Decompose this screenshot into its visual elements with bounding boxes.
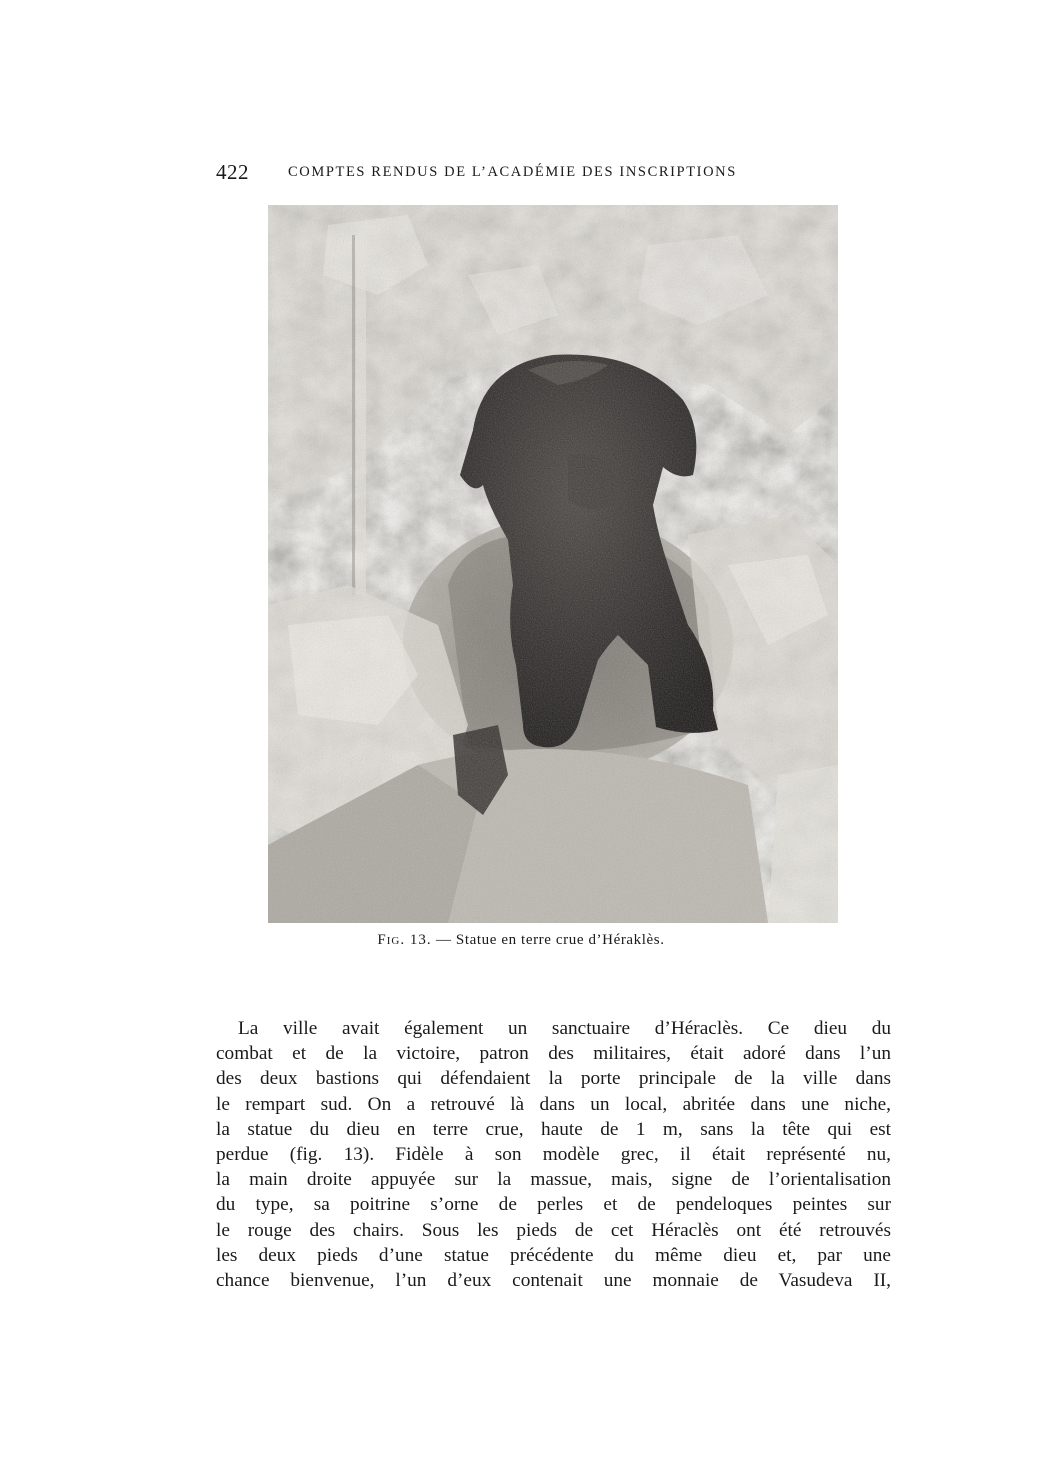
text-line: la main droite appuyée sur la massue, mais, signe de l’orientalisation <box>216 1169 891 1191</box>
text-line: chance bienvenue, l’un d’eux contenait une monnaie de Vasudeva II, <box>216 1270 891 1292</box>
running-head: COMPTES RENDUS DE L’ACADÉMIE DES INSCRIPTIONS <box>288 164 737 180</box>
text-line: des deux bastions qui défendaient la porte principale de la ville dans <box>216 1068 891 1090</box>
figure-photograph <box>268 205 838 923</box>
page-number: 422 <box>216 160 249 184</box>
text-line: du type, sa poitrine s’orne de perles et de pendeloques peintes sur <box>216 1194 891 1216</box>
statue-photo <box>268 205 838 923</box>
text-line: les deux pieds d’une statue précédente du même dieu et, par une <box>216 1244 891 1266</box>
text-line: La ville avait également un sanctuaire d’Héraclès. Ce dieu du <box>238 1018 891 1039</box>
text-line: la statue du dieu en terre crue, haute de 1 m, sans la tête qui est <box>216 1118 891 1140</box>
page-header <box>216 160 826 190</box>
figure-label: Fig. 13. <box>377 932 432 948</box>
text-line: combat et de la victoire, patron des militaires, était adoré dans l’un <box>216 1043 891 1065</box>
figure-caption <box>216 932 826 949</box>
text-line: le rouge des chairs. Sous les pieds de cet Héraclès ont été retrouvés <box>216 1219 891 1241</box>
caption-dash: — <box>431 932 456 948</box>
caption-text: Statue en terre crue d’Héraklès. <box>455 932 665 948</box>
text-line: perdue (fig. 13). Fidèle à son modèle grec, il était représenté nu, <box>216 1144 891 1166</box>
text-line: le rempart sud. On a retrouvé là dans un local, abritée dans une niche, <box>216 1093 891 1115</box>
body-paragraph <box>216 1016 891 1293</box>
